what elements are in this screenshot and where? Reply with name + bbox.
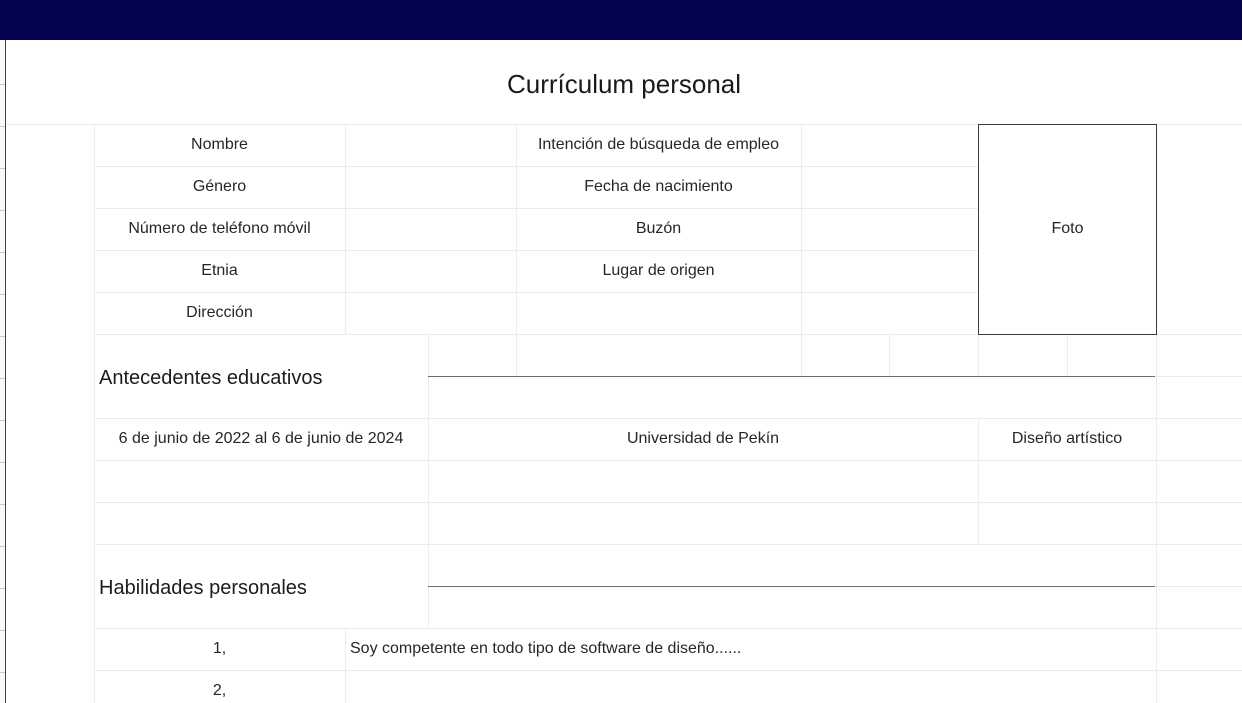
grid-line bbox=[978, 334, 979, 376]
education-period: 6 de junio de 2022 al 6 de junio de 2024 bbox=[118, 430, 404, 447]
name-label: Nombre bbox=[191, 136, 248, 153]
gender-label: Género bbox=[192, 178, 247, 195]
grid-line bbox=[94, 208, 978, 209]
row-tick bbox=[0, 210, 5, 211]
education-school: Universidad de Pekín bbox=[626, 430, 780, 447]
grid-line bbox=[516, 124, 517, 376]
top-toolbar bbox=[0, 0, 1242, 40]
row-tick bbox=[0, 672, 5, 673]
row-tick bbox=[0, 378, 5, 379]
row-tick bbox=[0, 336, 5, 337]
row-tick bbox=[0, 420, 5, 421]
grid-line bbox=[94, 124, 95, 703]
grid-line bbox=[801, 124, 802, 376]
ethnicity-label: Etnia bbox=[201, 262, 238, 279]
job-intention-label: Intención de búsqueda de empleo bbox=[537, 136, 780, 153]
education-major: Diseño artístico bbox=[1011, 430, 1123, 447]
row-tick bbox=[0, 84, 5, 85]
grid-line bbox=[1067, 334, 1068, 376]
birth-date-label: Fecha de nacimiento bbox=[584, 178, 733, 195]
grid-line bbox=[889, 334, 890, 376]
spreadsheet-grid[interactable] bbox=[6, 40, 1242, 703]
grid-line bbox=[94, 544, 1242, 545]
photo-label: Foto bbox=[1051, 220, 1084, 237]
row-tick bbox=[0, 294, 5, 295]
grid-line bbox=[94, 670, 1242, 671]
phone-label: Número de teléfono móvil bbox=[128, 220, 311, 237]
grid-line bbox=[345, 124, 346, 334]
mailbox-label: Buzón bbox=[635, 220, 682, 237]
grid-line bbox=[94, 292, 978, 293]
page-title: Currículum personal bbox=[506, 69, 742, 99]
grid-line bbox=[94, 166, 978, 167]
skills-divider bbox=[428, 586, 1155, 587]
row-tick bbox=[0, 126, 5, 127]
grid-line bbox=[94, 418, 1242, 419]
grid-line bbox=[94, 628, 1242, 629]
skill-text: Soy competente en todo tipo de software de diseño...... bbox=[350, 640, 742, 657]
row-tick bbox=[0, 588, 5, 589]
grid-line bbox=[94, 460, 1242, 461]
skills-heading: Habilidades personales bbox=[99, 577, 307, 599]
skill-number: 1, bbox=[212, 640, 227, 657]
row-tick bbox=[0, 252, 5, 253]
address-label: Dirección bbox=[186, 304, 253, 321]
grid-line bbox=[345, 628, 346, 703]
row-tick bbox=[0, 168, 5, 169]
row-tick bbox=[0, 546, 5, 547]
grid-line bbox=[94, 250, 978, 251]
origin-label: Lugar de origen bbox=[602, 262, 715, 279]
education-heading: Antecedentes educativos bbox=[99, 367, 323, 389]
row-tick bbox=[0, 504, 5, 505]
skill-number: 2, bbox=[212, 682, 227, 699]
row-tick bbox=[0, 462, 5, 463]
photo-placeholder[interactable] bbox=[978, 124, 1157, 335]
education-divider bbox=[428, 376, 1155, 377]
grid-line bbox=[94, 502, 1242, 503]
row-tick bbox=[0, 630, 5, 631]
